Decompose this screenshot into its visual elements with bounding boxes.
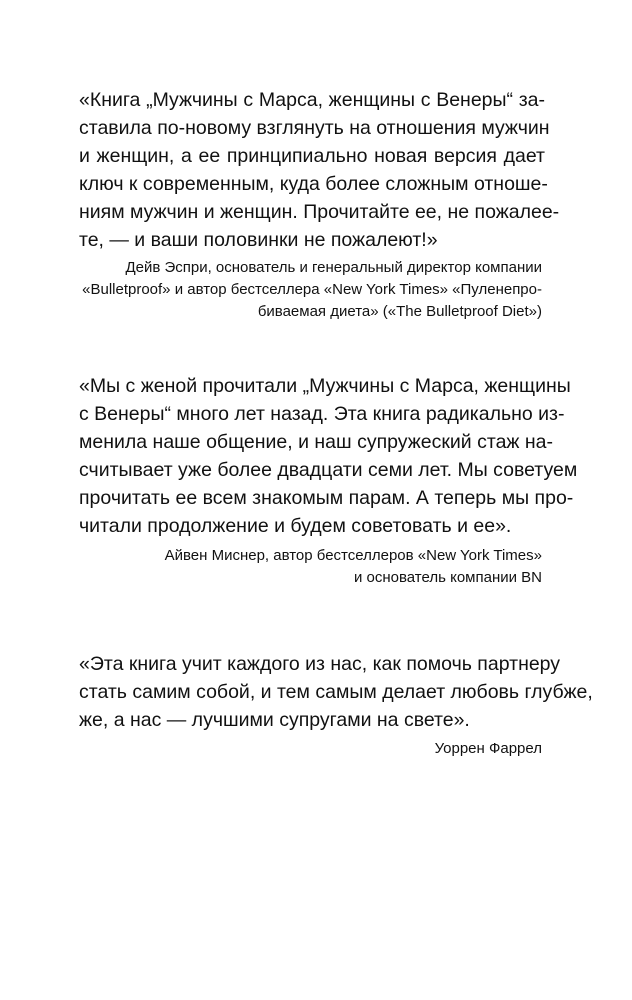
quote-line: те, — и ваши половинки не пожалеют!» (79, 229, 438, 251)
quote-line: ниям мужчин и женщин. Прочитайте ее, не пожалее- (79, 201, 560, 223)
quote-line: и женщин, а ее принципиально новая версия дает (79, 145, 545, 167)
quote-line: прочитать ее всем знакомым парам. А теперь мы про- (79, 487, 574, 509)
attribution-line: «Bulletproof» и автор бестселлера «New York Times» «Пуленепро- (82, 281, 542, 298)
quote-line: же, а нас — лучшими супругами на свете». (79, 709, 470, 731)
attribution-line: и основатель компании BN (353, 569, 542, 586)
attribution-line: Дейв Эспри, основатель и генеральный директор компании (125, 259, 542, 276)
testimonial-attribution-1 (82, 257, 542, 323)
attribution-line: биваемая диета» («The Bulletproof Diet») (257, 303, 542, 320)
quote-line: менила наше общение, и наш супружеский стаж на- (79, 431, 553, 453)
quote-line: считывает уже более двадцати семи лет. Мы советуем (79, 459, 578, 481)
quote-line: читали продолжение и будем советовать и ее». (79, 515, 512, 537)
testimonial-quote-2 (79, 372, 578, 540)
testimonial-attribution-3 (435, 738, 542, 760)
attribution-line: Айвен Миснер, автор бестселлеров «New York Times» (164, 547, 542, 564)
quote-line: «Книга „Мужчины с Марса, женщины с Венеры“ за- (79, 89, 545, 111)
quote-line: ставила по-новому взглянуть на отношения мужчин (79, 117, 550, 139)
testimonial-quote-1 (79, 86, 560, 254)
attribution-line: Уоррен Фаррел (434, 740, 542, 757)
testimonial-attribution-2 (165, 545, 542, 589)
quote-line: ключ к современным, куда более сложным отноше- (79, 173, 548, 195)
quote-line: «Мы с женой прочитали „Мужчины с Марса, женщины (79, 375, 571, 397)
quote-line: «Эта книга учит каждого из нас, как помочь партнеру (79, 653, 561, 675)
testimonial-quote-3 (79, 650, 593, 734)
quote-line: с Венеры“ много лет назад. Эта книга радикально из- (79, 403, 565, 425)
quote-line: стать самим собой, и тем самым делает любовь глубже, (79, 681, 593, 703)
